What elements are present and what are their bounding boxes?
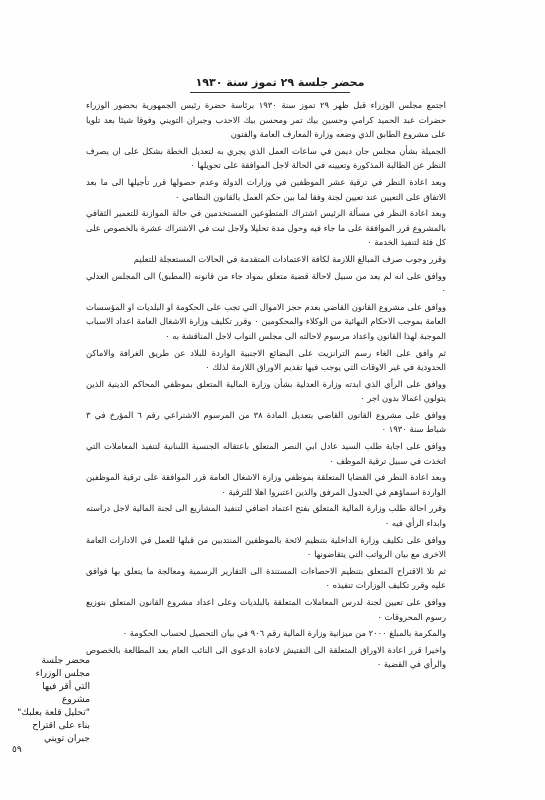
page-number: ٥٩ — [12, 745, 22, 755]
paragraph: وبعد اعادة النظر في القضايا المتعلقة بموظفي وزارة الاشغال العامة قرر الموافقة على ترقية الموظفين الواردة اسماؤهم في الجدول المرفق والذين اعتبروا اهلا للترقية ٠ — [86, 472, 446, 497]
paragraph: ووافق على الرأي الذي ابدته وزارة العدلية بشأن وزارة المالية المتعلق بموظفي المحاكم الدينية الذين يتولون اعمالا بدون اجر ٠ — [86, 378, 446, 404]
paragraph: ثم وافق على الغاء رسم الترانزيت على البضائع الاجنبية الواردة للبلاد عن طريق الغرافة والاماكن الحدودية في غير الاوقات التي يوجب فيها تقديم الاوراق اللازمة لذلك ٠ — [86, 347, 446, 373]
paragraph: وقرر وجوب صرف المبالغ اللازمة لكافة الاعتمادات المتقدمة في الحالات المستعجلة للتعليم — [133, 253, 446, 264]
margin-note-line: محضر جلسة — [41, 655, 90, 666]
margin-note-line: بناء على اقتراح — [32, 720, 90, 731]
margin-note-line: مشروع — [61, 694, 90, 705]
margin-note-line: "تحليل قلعة بعلبك" — [17, 707, 90, 718]
margin-note-line: مجلس الوزراء — [35, 668, 90, 679]
paragraph: وقرر احالة طلب وزارة المالية المتعلق بفتح اعتماد اضافي لتنفيذ المشاريع الى لجنة المالية لاجل دراسته وابداء الرأي فيه ٠ — [86, 503, 446, 529]
margin-note-line: التي أقر فيها — [42, 681, 90, 692]
paragraph: اجتمع مجلس الوزراء قبل ظهر ٢٩ تموز سنة ١٩٣٠ برئاسة حضرة رئيس الجمهورية بحضور الوزراء حضرات عبد الحميد كرامي وحسين بيك تمر ومحسن بيك الاحدب وجبران التويني وفوقا شيئا بعد تلويا على مشروع الطابق الذي وضعه وزارة المعارف العامة والفنون — [86, 100, 447, 140]
paragraph: ووافق على تكليف وزارة الداخلية بتنظيم لائحة بالموظفين المنتدبين من قبلها للعمل في الادارات العامة الاخرى مع بيان الرواتب التي يتقاضونها ٠ — [86, 534, 446, 560]
paragraph: والمكرمة بالمبلغ ٢٠٠٠ من ميزانية وزارة المالية رقم ٩٠٦ في بيان التحصيل لحساب الحكومة ٠ — [122, 628, 446, 639]
paragraph: وبعد اعادة النظر في مسألة الرئيس اشتراك المتطوعين المستخدمين في حالة الموازنة للتعمير الثقافي بالمشروع قرر الموافقة على ما جاء فيه وحول مدة تحليلا ولاجل ثبت في الاشتراك عشرة بالخصوص على كل فئة لتنفيذ الخدمة ٠ — [86, 208, 446, 248]
title-underline — [190, 92, 350, 93]
margin-note-line: جبران تويني — [43, 733, 90, 744]
document-title: محضر جلسة ٢٩ تموز سنة ١٩٣٠ — [195, 76, 365, 89]
paragraph: ووافق على مشروع القانون القاضي بتعديل المادة ٣٨ من المرسوم الاشتراعي رقم ٦ المؤرخ في ٣ شباط سنة ١٩٣٠ ٠ — [86, 409, 446, 435]
paragraph: ووافق على انه لم يعد من سبيل لاحالة قضية متعلق بمواد جاء من قانونه (المطبق) الى المجلس العدلي ٠ — [86, 270, 446, 296]
margin-note — [10, 654, 90, 745]
paragraph: ووافق على تعيين لجنة لدرس المعاملات المتعلقة بالبلديات وعلى اعداد مشروع القانون المتعلق بتوزيع رسوم المحروقات ٠ — [86, 597, 446, 622]
paragraph: الجميلة بشأن مجلس جان ديمن في ساعات العمل الذي يجري به لتعديل الخطة بشكل على ان يصرف النظر عن الطالبة المذكورة وتعيينه في الحالة لاجل الموافقة على تحويلها ٠ — [86, 145, 446, 171]
paragraph: وبعد اعادة النظر في ترقية عشر الموظفين في وزارات الدولة وعدم حصولها قرر تأجيلها الى ما بعد الاتفاق على التعيين عند تعيين لجنة وفقا لما بين حكم العمل بالقانون النظامي ٠ — [86, 176, 446, 202]
paragraph: واخيرا قرر اعادة الاوراق المتعلقة الى التفتيش لاعادة الدعوى الى النائب العام بعد المطالعة بالخصوص والرأي في القضية ٠ — [86, 644, 446, 670]
paragraph: ووافق على اجابة طلب السيد عادل ابي النصر المتعلق باعتقاله الجنسية اللبنانية لتنفيذ المعاملات التي اتخذت في سبيل ترقية الموظف ٠ — [86, 441, 446, 466]
paragraph: ووافق على مشروع القانون القاضي بعدم حجز الاموال التي تجب على الحكومة او البلديات او المؤسسات العامة بموجب الاحكام النهائية من الوكلاء والمحكومين ٠ وقرر تكليف وزارة الاشغال العامة اعداد الاسباب الموجبة لهذا القانون واعداد مرسوم لاحالته الى مجلس النواب لاجل المناقشة به ٠ — [86, 301, 446, 341]
paragraph: ثم تلا الاقتراح المتعلق بتنظيم الاحصاءات المستندة الى التقارير الرسمية ومعالجة ما يتعلق بها فوافق عليه وقرر تكليف الوزارات تنفيذه ٠ — [86, 565, 446, 591]
document-body — [86, 98, 446, 672]
